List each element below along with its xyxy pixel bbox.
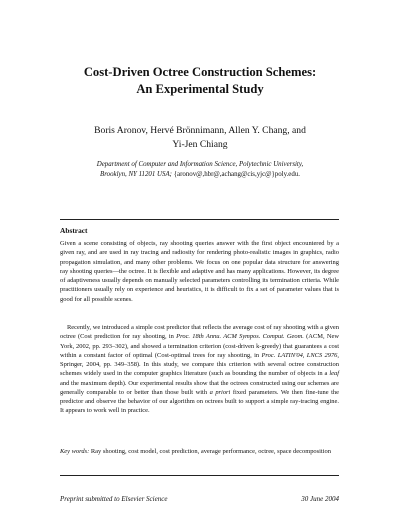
keywords-label: Key words: [60, 448, 90, 455]
abstract-heading: Abstract [60, 226, 88, 235]
abstract-p2-text-4: and the maximum depth). Our experimental results show that the octrees constructed using our schemes are generally comparable to or better than those built with [60, 379, 339, 396]
affiliation-line-2 [55, 170, 345, 180]
citation-venue-1: Proc. 18th Annu. ACM Sympos. Comput. Geom. [176, 333, 304, 341]
affiliation [55, 160, 345, 180]
preprint-note: Preprint submitted to Elsevier Science [60, 495, 168, 503]
title-line-2: An Experimental Study [136, 82, 264, 96]
title-line-1: Cost-Driven Octree Construction Schemes: [83, 65, 317, 79]
preprint-date: 30 June 2004 [301, 495, 339, 503]
keywords [60, 447, 339, 456]
authors-line-2: Yi-Jen Chiang [172, 139, 228, 150]
abstract-p2-text-3: , Springer, 2004, pp. 349–358). In this study, we compare this criterion with several octree construction schemes widely used in the computer graphics literature (such as bounding the number of objects in a [60, 351, 339, 378]
abstract-p2-text-1: Recently, we introduced a simple cost predictor that reflects the average cost of ray shooting with a given octree (Cost prediction for ray shooting, in [60, 324, 339, 341]
authors-line-1: Boris Aronov, Hervé Brönnimann, Allen Y. Chang, and [94, 125, 306, 136]
paper-title [40, 64, 360, 98]
author-emails: {aronov@,hbr@,achang@cis,yjc@}poly.edu. [173, 171, 300, 178]
citation-venue-2: Proc. LATIN'04, LNCS 2976 [261, 351, 338, 359]
emphasis-a-priori: a priori [209, 388, 231, 396]
abstract-top-rule [60, 219, 339, 220]
author-list [60, 124, 340, 152]
affiliation-address: Brooklyn, NY 11201 USA; [100, 171, 172, 178]
abstract-p2-text-5: fixed parameters. We then fine-tune the predictor and observe the behavior of our algorithm on octrees built to support a simple ray-tracing engine. It appears to work well in practice. [60, 388, 339, 415]
abstract-paragraph-2 [60, 323, 339, 416]
abstract-paragraph-1: Given a scene consisting of objects, ray shooting queries answer with the first object encountered by a given ray, and are used in ray tracing and radiosity for rendering photo-realistic images in graphics, radio propagation simulation, and many other problems. We focus on one popular data structure for answering ray shooting queries—the octree. It is flexible and adaptive and has many applications. However, its degree of adaptiveness usually depends on manually selected parameters controlling its termination criteria. While practitioners usually rely on experience and heuristics, it is difficult to fix a set of parameter values that is good for all possible scenes. [60, 240, 339, 303]
affiliation-line-1: Department of Computer and Information Science, Polytechnic University, [96, 161, 304, 168]
abstract-bottom-rule [60, 475, 339, 476]
abstract-p2-text-2: (ACM, New York, 2002, pp. 293–302), and showed a termination criterion (cost-driven k-greedy) that guarantees a cost within a constant factor of optimal (Cost-optimal trees for ray shooting, in [60, 333, 339, 359]
keywords-text: Ray shooting, cost model, cost prediction, average performance, octree, space decomposition [89, 448, 331, 455]
emphasis-leaf: leaf [329, 370, 339, 378]
